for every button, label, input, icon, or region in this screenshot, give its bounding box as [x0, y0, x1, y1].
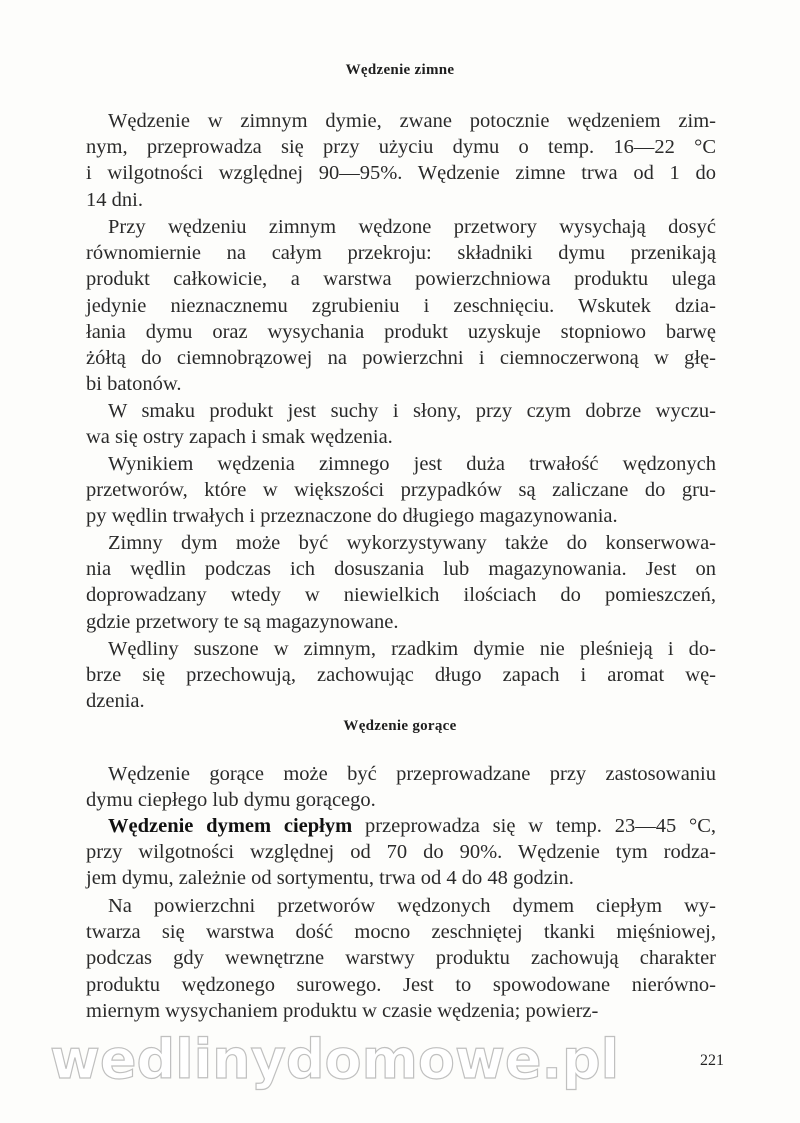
paragraph — [86, 108, 716, 213]
text-line: W smaku produkt jest suchy i słony, przy czym dobrze wyczu- — [108, 400, 716, 422]
text-line: py wędlin trwałych i przeznaczone do długiego magazynowania. — [86, 505, 618, 528]
text-line: Przy wędzeniu zimnym wędzone przetwory wysychają dosyć — [108, 216, 716, 238]
text-line — [86, 813, 716, 839]
paragraph — [86, 530, 716, 635]
text-line: gdzie przetwory te są magazynowane. — [86, 610, 399, 633]
text-line: dzenia. — [86, 690, 145, 713]
paragraph — [86, 214, 716, 397]
text-line: 14 dni. — [86, 188, 143, 211]
text-line: dymu ciepłego lub dymu gorącego. — [86, 789, 376, 812]
text-line: produkt całkowicie, a warstwa powierzchniowa produktu ulega — [86, 268, 716, 291]
bold-term: Wędzenie dymem ciepłym — [108, 815, 353, 837]
text-line: nym, przeprowadza się przy użyciu dymu o temp. 16—22 °C — [86, 136, 716, 159]
text-line: jem dymu, zależnie od sortymentu, trwa od 4 do 48 godzin. — [86, 867, 574, 890]
text-line: jedynie nieznacznemu zgrubieniu i zeschnięciu. Wskutek dzia- — [86, 294, 716, 317]
page-number: 221 — [700, 1052, 724, 1069]
text-line: podczas gdy wewnętrzne warstwy produktu zachowują charakter — [86, 947, 716, 970]
section-heading-cold-smoking: Wędzenie zimne — [345, 62, 455, 78]
section-heading-hot-smoking: Wędzenie gorące — [343, 718, 457, 734]
text-line: Wynikiem wędzenia zimnego jest duża trwałość wędzonych — [108, 453, 716, 475]
text-line: Zimny dym może być wykorzystywany także do konserwowa- — [108, 532, 716, 554]
paragraph — [86, 761, 716, 813]
text-line: i wilgotności względnej 90—95%. Wędzenie zimne trwa od 1 do — [86, 162, 716, 185]
line-text: przeprowadza się w temp. 23—45 °C, — [352, 815, 716, 837]
text-line: nia wędlin podczas ich dosuszania lub magazynowania. Jest on — [86, 558, 716, 581]
text-line: Wędzenie w zimnym dymie, zwane potocznie wędzeniem zim- — [108, 110, 716, 132]
paragraph — [86, 398, 716, 450]
text-line: łania dymu oraz wysychania produkt uzyskuje stopniowo barwę — [86, 320, 716, 343]
text-line: Na powierzchni przetworów wędzonych dymem ciepłym wy- — [108, 895, 716, 917]
text-line: bi batonów. — [86, 373, 182, 396]
text-line: wa się ostry zapach i smak wędzenia. — [86, 426, 393, 449]
text-line: Wędzenie gorące może być przeprowadzane przy zastosowaniu — [108, 763, 716, 785]
footer-watermark: wedlinydomowe.pl — [50, 1028, 620, 1091]
text-line: przetworów, które w większości przypadków są zaliczane do gru- — [86, 479, 716, 502]
text-line: miernym wysychaniem produktu w czasie wędzenia; powierz- — [86, 999, 599, 1022]
paragraph — [86, 893, 716, 1024]
text-line: brze się przechowują, zachowując długo zapach i aromat wę- — [86, 664, 716, 687]
paragraph — [86, 636, 716, 715]
text-line: produktu wędzonego surowego. Jest to spowodowane nierówno- — [86, 973, 716, 996]
paragraph — [86, 813, 716, 892]
text-line: twarza się warstwa dość mocno zeschniętej tkanki mięśniowej, — [86, 921, 716, 944]
text-line: przy wilgotności względnej od 70 do 90%. Wędzenie tym rodza- — [86, 841, 716, 864]
text-line: żółtą do ciemnobrązowej na powierzchni i ciemnoczerwoną w głę- — [86, 346, 716, 369]
text-line: równomiernie na całym przekroju: składniki dymu przenikają — [86, 242, 716, 265]
text-line: doprowadzany wtedy w niewielkich ilościach do pomieszczeń, — [86, 584, 716, 607]
paragraph — [86, 451, 716, 530]
text-line: Wędliny suszone w zimnym, rzadkim dymie nie pleśnieją i do- — [108, 638, 716, 660]
